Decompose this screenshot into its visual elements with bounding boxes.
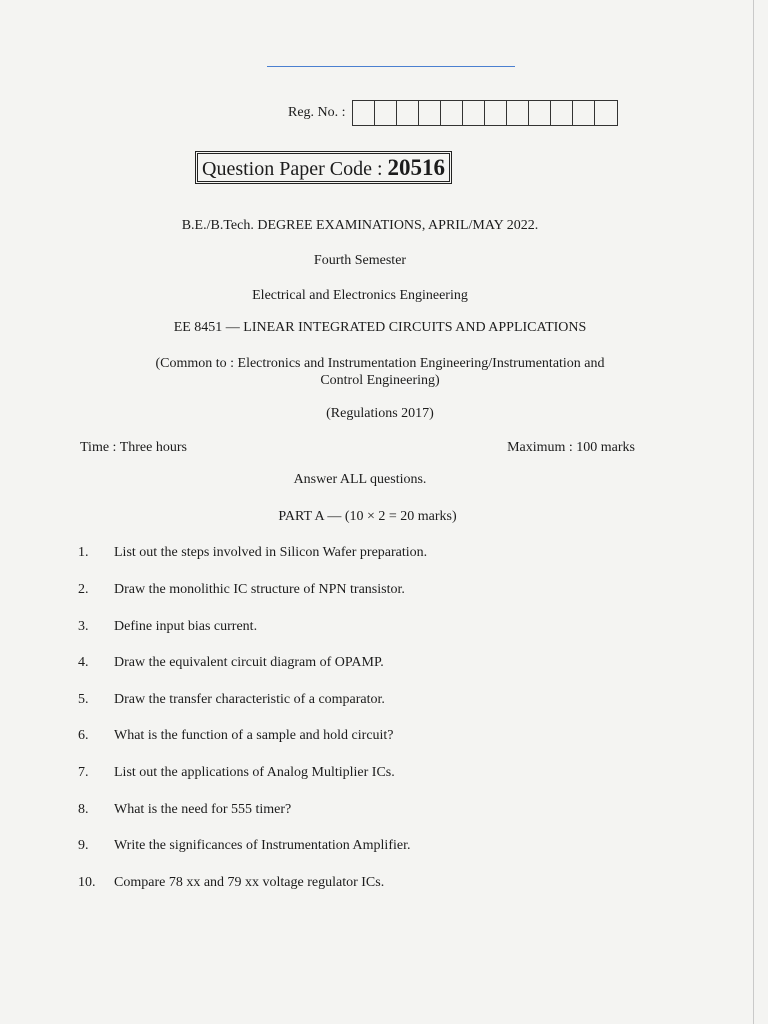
question-paper-code-box <box>195 151 452 184</box>
question-item <box>78 655 384 671</box>
qpc-number: 20516 <box>387 155 446 180</box>
question-text: Draw the equivalent circuit diagram of OPAMP. <box>114 655 384 670</box>
question-number: 10. <box>78 875 96 890</box>
reg-box <box>595 101 617 125</box>
page-edge-line <box>753 0 754 1024</box>
reg-number-row <box>288 100 618 126</box>
instruction: Answer ALL questions. <box>293 472 427 487</box>
question-item <box>78 619 257 635</box>
degree-line: B.E./B.Tech. DEGREE EXAMINATIONS, APRIL/MAY 2022. <box>181 218 539 233</box>
question-item <box>78 875 384 891</box>
part-a-heading: PART A — (10 × 2 = 20 marks) <box>278 509 457 524</box>
reg-number-boxes <box>352 100 618 126</box>
question-text: Draw the monolithic IC structure of NPN transistor. <box>114 582 405 597</box>
reg-box <box>441 101 463 125</box>
question-number: 9. <box>78 838 89 853</box>
top-rule <box>267 66 515 67</box>
question-number: 1. <box>78 545 89 560</box>
reg-box <box>551 101 573 125</box>
question-text: Compare 78 xx and 79 xx voltage regulator ICs. <box>114 875 385 890</box>
reg-box <box>419 101 441 125</box>
question-item <box>78 728 394 744</box>
question-number: 4. <box>78 655 89 670</box>
question-number: 3. <box>78 619 89 634</box>
reg-box <box>529 101 551 125</box>
question-text: List out the applications of Analog Multiplier ICs. <box>114 765 395 780</box>
reg-box <box>507 101 529 125</box>
common-line-2: Control Engineering) <box>320 373 440 388</box>
question-item <box>78 802 291 818</box>
semester: Fourth Semester <box>313 253 407 268</box>
qpc-label: Question Paper Code : <box>202 158 383 180</box>
question-number: 7. <box>78 765 89 780</box>
question-text: Write the significances of Instrumentation Amplifier. <box>114 838 411 853</box>
reg-number-label: Reg. No. : <box>288 105 346 120</box>
reg-box <box>353 101 375 125</box>
question-text: Draw the transfer characteristic of a comparator. <box>114 692 385 707</box>
reg-box <box>375 101 397 125</box>
reg-box <box>463 101 485 125</box>
regulations: (Regulations 2017) <box>326 406 434 421</box>
question-number: 5. <box>78 692 89 707</box>
question-number: 6. <box>78 728 89 743</box>
time-allowed: Time : Three hours <box>80 440 187 455</box>
question-text: List out the steps involved in Silicon Wafer preparation. <box>114 545 428 560</box>
maximum-marks: Maximum : 100 marks <box>507 440 635 455</box>
department: Electrical and Electronics Engineering <box>252 288 468 303</box>
question-text: What is the need for 555 timer? <box>114 802 292 817</box>
question-text: Define input bias current. <box>114 619 258 634</box>
question-item <box>78 765 395 781</box>
reg-box <box>397 101 419 125</box>
common-line-1: (Common to : Electronics and Instrumentation Engineering/Instrumentation and <box>155 356 605 371</box>
question-text: What is the function of a sample and hold circuit? <box>114 728 394 743</box>
question-item <box>78 838 410 854</box>
question-number: 2. <box>78 582 89 597</box>
question-item <box>78 582 405 598</box>
question-number: 8. <box>78 802 89 817</box>
course-title: EE 8451 — LINEAR INTEGRATED CIRCUITS AND APPLICATIONS <box>173 320 587 335</box>
question-item <box>78 545 427 561</box>
reg-box <box>485 101 507 125</box>
question-item <box>78 692 385 708</box>
reg-box <box>573 101 595 125</box>
